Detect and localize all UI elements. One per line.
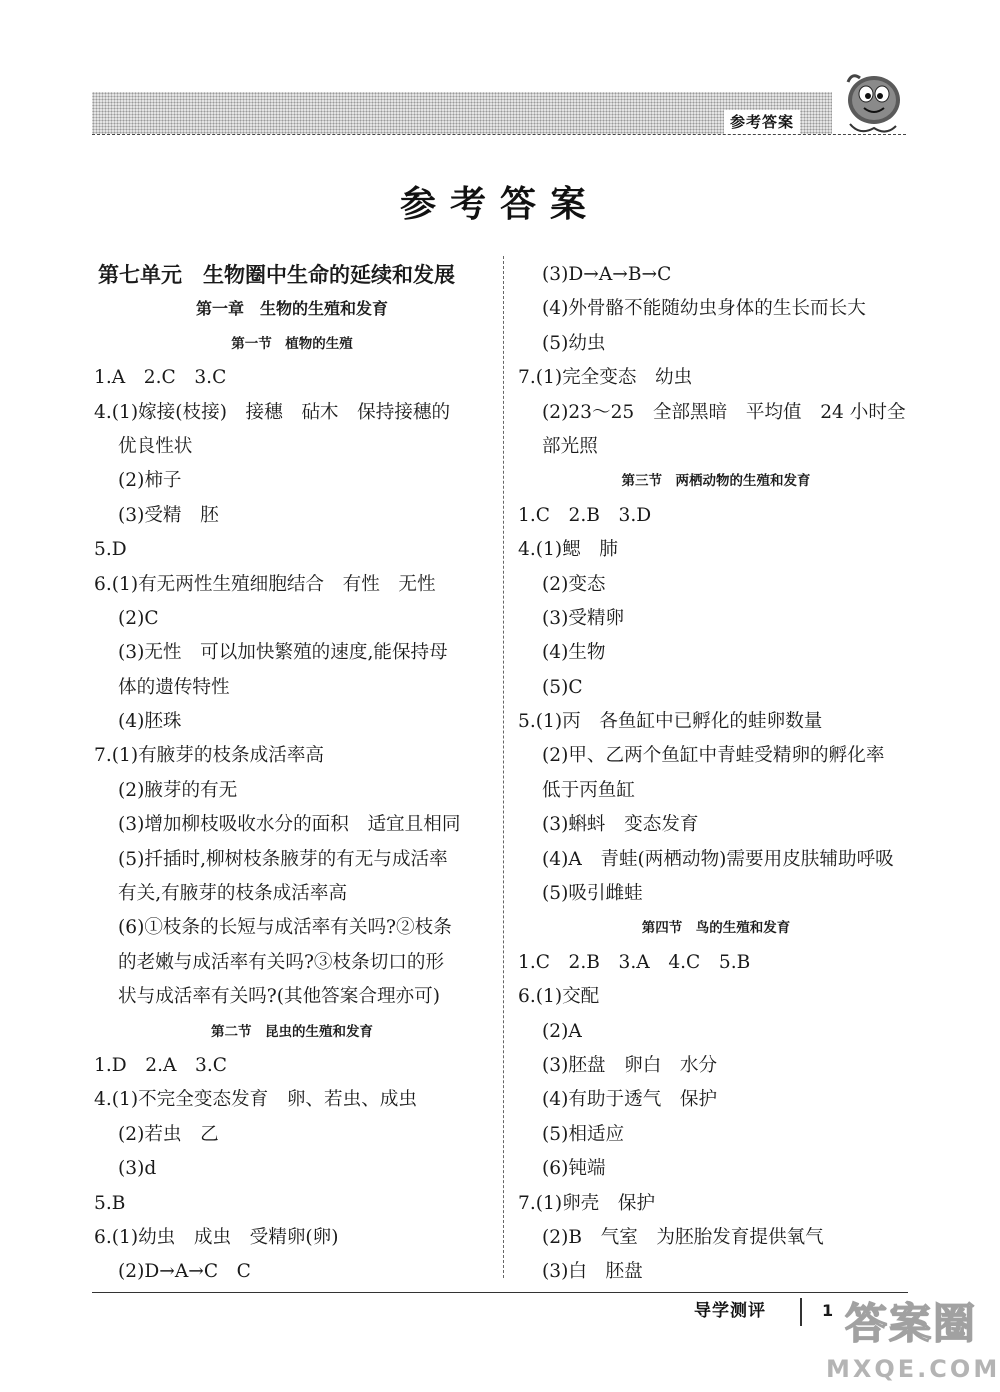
answer-subline: (2)变态 xyxy=(542,573,606,595)
column-divider xyxy=(503,256,504,1278)
answer-line: 1.D 2.A 3.C xyxy=(94,1054,227,1076)
section-heading: 第一节 植物的生殖 xyxy=(231,335,353,352)
answer-subline: (2)甲、乙两个鱼缸中青蛙受精卵的孵化率 xyxy=(542,745,885,767)
answer-subline: (3)受精 胚 xyxy=(118,504,219,526)
answer-subline: (2)柿子 xyxy=(118,470,182,492)
answer-subline: (3)受精卵 xyxy=(542,607,625,629)
answer-subline: 优良性状 xyxy=(118,435,193,457)
answer-subline: (4)有助于透气 保护 xyxy=(542,1089,718,1111)
section-heading: 第四节 鸟的生殖和发育 xyxy=(641,920,791,937)
answer-subline: (3)d xyxy=(118,1158,157,1180)
watermark-text: 答案圈 xyxy=(844,1299,977,1348)
answer-subline: (5)C xyxy=(542,676,583,698)
left-column xyxy=(94,258,490,1290)
answer-subline: (3)增加柳枝吸收水分的面积 适宜且相同 xyxy=(118,814,461,836)
answer-subline: (3)D→A→B→C xyxy=(542,264,672,285)
answer-line: 6.(1)有无两性生殖细胞结合 有性 无性 xyxy=(94,573,436,595)
watermark xyxy=(826,1296,1000,1388)
answer-subline: 体的遗传特性 xyxy=(118,676,230,698)
answer-line: 5.D xyxy=(94,539,127,561)
chapter-heading: 第一章 生物的生殖和发育 xyxy=(195,299,388,319)
answer-subline: 状与成活率有关吗?(其他答案合理亦可) xyxy=(118,986,440,1008)
page-number: 1 xyxy=(822,1301,834,1320)
answer-subline: 有关,有腋芽的枝条成活率高 xyxy=(118,883,348,905)
answer-line: 1.C 2.B 3.A 4.C 5.B xyxy=(518,951,751,973)
answer-subline: (6)①枝条的长短与成活率有关吗?②枝条 xyxy=(118,917,452,939)
answer-subline: 的老嫩与成活率有关吗?③枝条切口的形 xyxy=(118,951,445,973)
answer-line: 4.(1)不完全变态发育 卵、若虫、成虫 xyxy=(94,1089,417,1111)
answer-subline: 部光照 xyxy=(542,435,598,457)
cartoon-mascot-icon xyxy=(830,70,910,140)
answer-subline: (5)相适应 xyxy=(542,1123,625,1145)
answer-subline: (3)无性 可以加快繁殖的速度,能保持母 xyxy=(118,642,448,664)
answer-subline: (5)吸引雌蛙 xyxy=(542,883,643,905)
header-band xyxy=(92,92,832,134)
answer-line: 7.(1)卵壳 保护 xyxy=(518,1192,656,1214)
footer-label: 导学测评 xyxy=(694,1301,766,1321)
unit-heading: 第七单元 生物圈中生命的延续和发展 xyxy=(98,262,455,287)
answer-subline: 低于丙鱼缸 xyxy=(542,779,635,801)
right-column xyxy=(518,258,914,1290)
answer-line: 4.(1)鳃 肺 xyxy=(518,539,618,561)
header-divider xyxy=(92,134,906,135)
answer-line: 6.(1)幼虫 成虫 受精卵(卵) xyxy=(94,1226,339,1248)
answer-line: 7.(1)完全变态 幼虫 xyxy=(518,367,693,389)
answer-subline: (4)A 青蛙(两栖动物)需要用皮肤辅助呼吸 xyxy=(542,848,894,870)
answer-subline: (2)腋芽的有无 xyxy=(118,779,238,801)
header-label: 参考答案 xyxy=(724,110,800,134)
section-heading: 第三节 两栖动物的生殖和发育 xyxy=(621,473,811,490)
footer-divider xyxy=(92,1292,908,1293)
answer-subline: (2)B 气室 为胚胎发育提供氧气 xyxy=(542,1226,824,1248)
answer-subline: (6)钝端 xyxy=(542,1158,606,1180)
page-title: 参考答案 xyxy=(399,183,600,225)
answer-subline: (2)若虫 乙 xyxy=(118,1123,219,1145)
answer-line: 7.(1)有腋芽的枝条成活率高 xyxy=(94,745,325,767)
answer-subline: (4)外骨骼不能随幼虫身体的生长而长大 xyxy=(542,298,866,320)
answer-subline: (5)幼虫 xyxy=(542,332,606,354)
answer-subline: (4)生物 xyxy=(542,642,606,664)
watermark-sub: MXQE.COM xyxy=(826,1355,1000,1383)
section-heading: 第二节 昆虫的生殖和发育 xyxy=(211,1023,373,1040)
answer-line: 5.(1)丙 各鱼缸中已孵化的蛙卵数量 xyxy=(518,711,823,733)
footer-separator xyxy=(800,1298,802,1326)
answer-subline: (2)A xyxy=(542,1020,582,1042)
answer-subline: (3)胚盘 卵白 水分 xyxy=(542,1054,718,1076)
answer-line: 1.A 2.C 3.C xyxy=(94,367,227,389)
answer-subline: (2)D→A→C C xyxy=(118,1261,251,1283)
answer-subline: (3)白 胚盘 xyxy=(542,1261,643,1283)
answer-line: 4.(1)嫁接(枝接) 接穗 砧木 保持接穗的 xyxy=(94,401,451,423)
answer-subline: (2)C xyxy=(118,607,159,629)
answer-line: 1.C 2.B 3.D xyxy=(518,504,652,526)
answer-line: 5.B xyxy=(94,1192,126,1214)
answer-subline: (2)23～25 全部黑暗 平均值 24 小时全 xyxy=(542,401,906,423)
answer-line: 6.(1)交配 xyxy=(518,986,600,1008)
answer-subline: (3)蝌蚪 变态发育 xyxy=(542,814,699,836)
answer-subline: (5)扦插时,柳树枝条腋芽的有无与成活率 xyxy=(118,848,448,870)
answer-subline: (4)胚珠 xyxy=(118,711,182,733)
